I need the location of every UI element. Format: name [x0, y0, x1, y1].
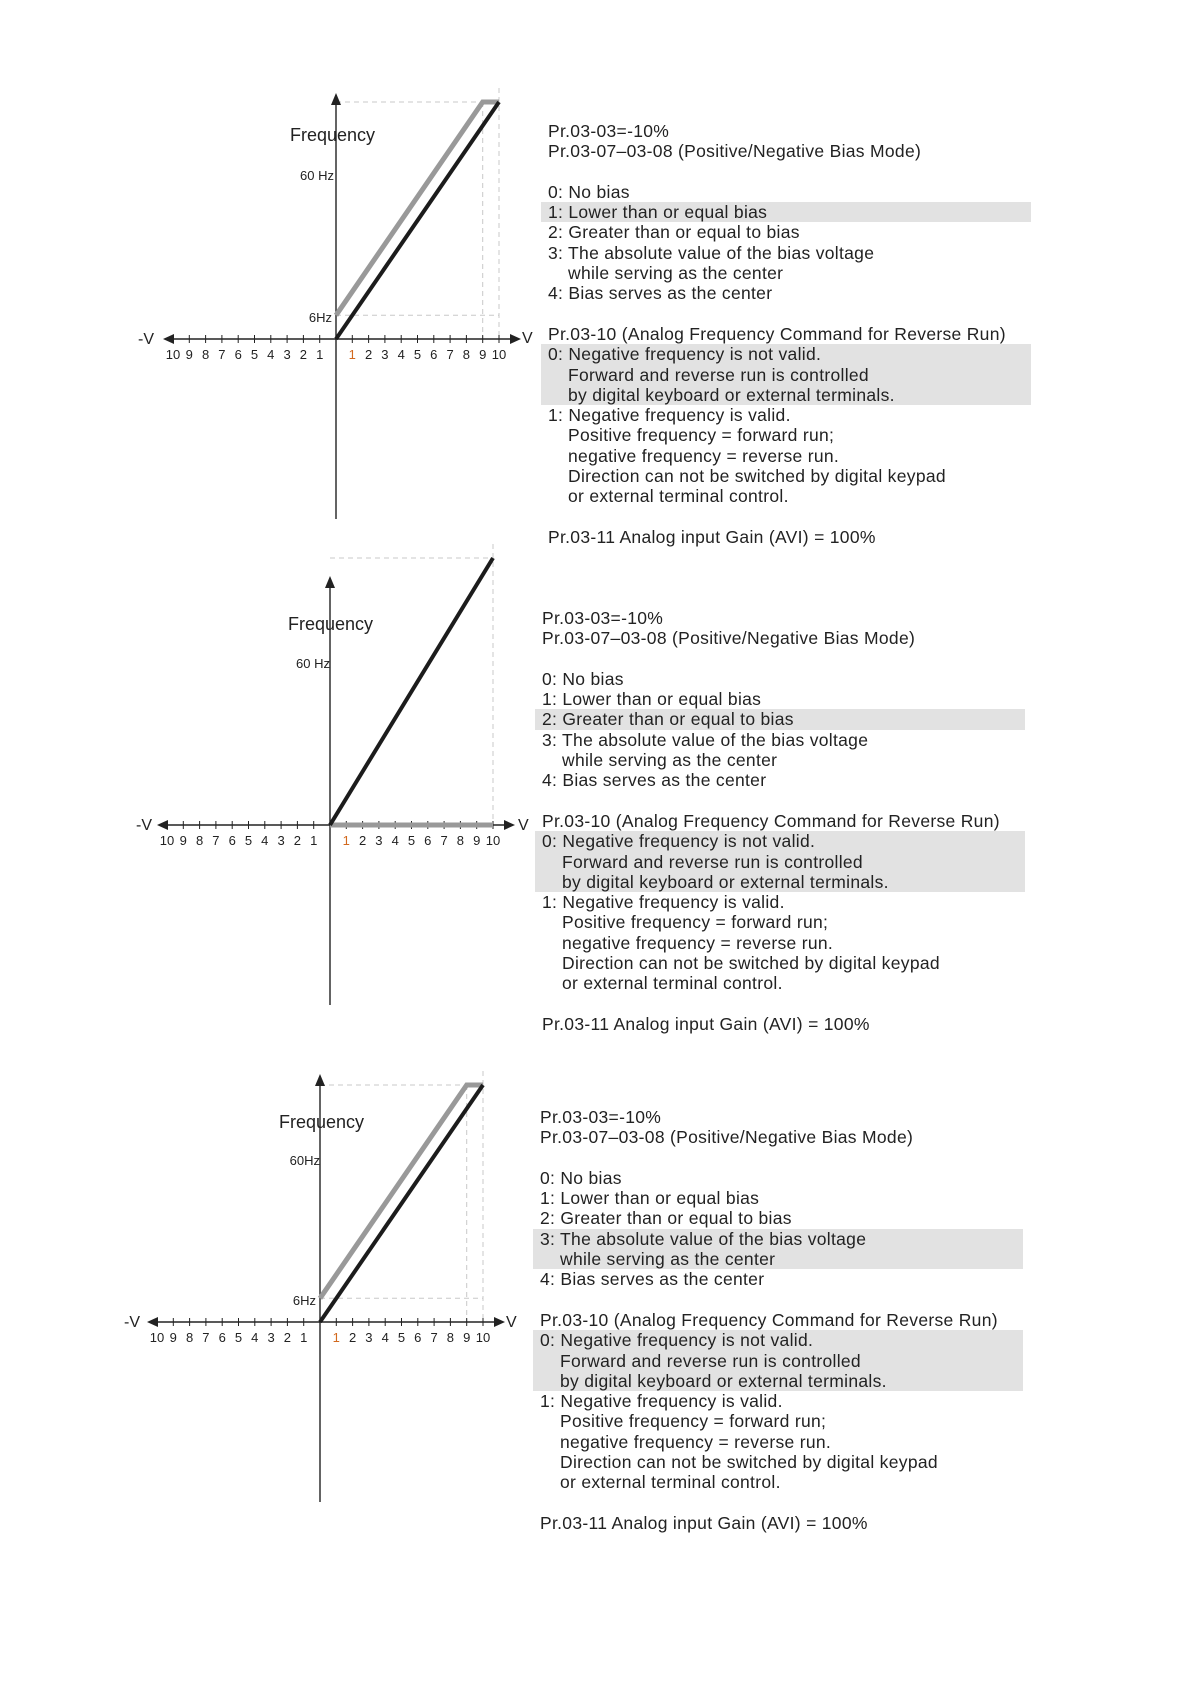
x-tick-label: 8: [462, 347, 471, 362]
option-3-cont: while serving as the center: [560, 1249, 776, 1270]
frequency-chart-3: [0, 0, 560, 1560]
x-tick-label-highlight: 1: [348, 347, 356, 362]
x-tick-label: 8: [185, 1330, 194, 1345]
reverse-option-0-cont: by digital keyboard or external terminals.: [560, 1370, 887, 1391]
reverse-option-0: 0: Negative frequency is not valid.: [540, 1330, 814, 1351]
x-tick-label: 4: [267, 347, 275, 362]
reverse-option-0-selected: [533, 1330, 1023, 1391]
x-tick-label: 9: [179, 833, 187, 848]
reverse-option-1-cont: negative frequency = reverse run.: [562, 932, 834, 953]
x-tick-label: 2: [293, 833, 302, 848]
neg-axis-label: -V: [136, 817, 152, 834]
reverse-option-1: 1: Negative frequency is valid.: [542, 892, 785, 913]
x-tick-label-highlight: 1: [342, 833, 350, 848]
x-tick-label: 10: [485, 833, 501, 848]
x-tick-label: 2: [348, 1330, 357, 1345]
x-axis-arrow-right: [494, 1317, 505, 1327]
option-4: 4: Bias serves as the center: [548, 283, 773, 304]
x-axis-arrow-left: [147, 1317, 158, 1327]
x-tick-label: 4: [261, 833, 269, 848]
x-tick-label: 7: [202, 1330, 210, 1345]
bias-setting: Pr.03-03=-10%: [548, 121, 670, 141]
option-1: 1: Lower than or equal bias: [542, 689, 762, 710]
x-tick-label: 8: [456, 833, 465, 848]
reverse-option-1: 1: Negative frequency is valid.: [548, 405, 791, 426]
reverse-option-1-cont: Direction can not be switched by digital keypad: [562, 953, 940, 974]
option-0: 0: No bias: [548, 181, 630, 202]
bias-setting: Pr.03-03=-10%: [540, 1107, 662, 1127]
x-tick-label: 6: [430, 347, 438, 362]
reverse-option-1-cont: Direction can not be switched by digital keypad: [568, 466, 946, 487]
y-max-label: 60 Hz: [300, 168, 334, 183]
pos-axis-label: V: [518, 817, 529, 834]
x-tick-label: 7: [212, 833, 220, 848]
x-tick-label: 8: [446, 1330, 455, 1345]
reverse-option-1-cont: negative frequency = reverse run.: [568, 445, 840, 466]
x-tick-label: 9: [169, 1330, 177, 1345]
option-4: 4: Bias serves as the center: [542, 770, 767, 791]
option-2: 2: Greater than or equal to bias: [540, 1208, 792, 1229]
x-tick-label: 7: [446, 347, 454, 362]
y-max-label: 60 Hz: [296, 656, 330, 671]
x-tick-label: 9: [185, 347, 193, 362]
option-2: 2: Greater than or equal to bias: [548, 222, 800, 243]
x-tick-label: 3: [375, 833, 383, 848]
x-tick-label: 3: [381, 347, 389, 362]
x-tick-label: 1: [316, 347, 324, 362]
option-2-selected: 2: Greater than or equal to bias: [535, 709, 1025, 729]
option-3: 3: The absolute value of the bias voltage: [540, 1228, 867, 1249]
x-tick-label: 10: [475, 1330, 491, 1345]
x-tick-label: 1: [310, 833, 318, 848]
reverse-option-0-cont: Forward and reverse run is controlled: [560, 1350, 861, 1371]
x-tick-label: 1: [300, 1330, 308, 1345]
x-tick-label: 9: [463, 1330, 471, 1345]
y-axis-label: Frequency: [288, 614, 374, 634]
bias-mode-title: Pr.03-07–03-08 (Positive/Negative Bias Mode): [542, 628, 916, 649]
reverse-option-0-cont: by digital keyboard or external terminals.: [562, 871, 889, 892]
x-tick-label: 6: [234, 347, 242, 362]
option-0: 0: No bias: [540, 1167, 622, 1188]
x-tick-label: 3: [365, 1330, 373, 1345]
x-tick-label: 4: [391, 833, 399, 848]
reverse-option-1-cont: or external terminal control.: [560, 1472, 781, 1493]
x-tick-label: 7: [430, 1330, 438, 1345]
x-tick-label: 5: [244, 833, 253, 848]
option-3: 3: The absolute value of the bias voltage: [548, 242, 875, 263]
x-tick-label: 5: [234, 1330, 243, 1345]
x-tick-label: 3: [267, 1330, 275, 1345]
x-tick-label: 6: [228, 833, 236, 848]
reverse-option-0-cont: Forward and reverse run is controlled: [562, 851, 863, 872]
y-axis-arrow: [315, 1074, 325, 1086]
option-3: 3: The absolute value of the bias voltage: [542, 729, 869, 750]
offset-label: 6Hz: [308, 310, 332, 325]
x-tick-label: 5: [413, 347, 422, 362]
x-tick-label: 8: [195, 833, 204, 848]
x-tick-label: 7: [218, 347, 226, 362]
x-tick-label: 6: [218, 1330, 226, 1345]
neg-axis-label: -V: [138, 331, 154, 348]
pos-axis-label: V: [506, 1314, 517, 1331]
offset-label: 6Hz: [292, 1293, 316, 1308]
option-1: 1: Lower than or equal bias: [540, 1188, 760, 1209]
x-tick-label: 6: [414, 1330, 422, 1345]
x-tick-label: 2: [283, 1330, 292, 1345]
x-tick-label: 4: [397, 347, 405, 362]
reverse-option-1-cont: negative frequency = reverse run.: [560, 1431, 832, 1452]
option-4: 4: Bias serves as the center: [540, 1269, 765, 1290]
pos-axis-label: V: [522, 330, 533, 347]
reverse-option-1-cont: Positive frequency = forward run;: [560, 1411, 827, 1432]
reverse-option-0-cont: by digital keyboard or external terminals.: [568, 384, 895, 405]
x-tick-label: 6: [424, 833, 432, 848]
neg-axis-label: -V: [124, 1314, 140, 1331]
reverse-option-1: 1: Negative frequency is valid.: [540, 1391, 783, 1412]
x-tick-label: 10: [149, 1330, 165, 1345]
x-tick-label: 8: [201, 347, 210, 362]
reverse-run-title: Pr.03-10 (Analog Frequency Command for Reverse Run): [542, 810, 1000, 831]
reverse-option-1-cont: Direction can not be switched by digital keypad: [560, 1452, 938, 1473]
gain-setting: Pr.03-11 Analog input Gain (AVI) = 100%: [542, 1013, 870, 1034]
y-axis-label: Frequency: [279, 1112, 365, 1132]
reverse-option-1-cont: or external terminal control.: [568, 486, 789, 507]
bias-mode-title: Pr.03-07–03-08 (Positive/Negative Bias Mode): [540, 1127, 914, 1148]
reverse-option-1-cont: or external terminal control.: [562, 973, 783, 994]
x-tick-label: 5: [397, 1330, 406, 1345]
option-0: 0: No bias: [542, 668, 624, 689]
x-tick-label: 3: [277, 833, 285, 848]
bias-setting: Pr.03-03=-10%: [542, 608, 664, 628]
option-3-cont: while serving as the center: [568, 263, 784, 284]
x-tick-label: 3: [283, 347, 291, 362]
reverse-option-0-cont: Forward and reverse run is controlled: [568, 364, 869, 385]
x-tick-label: 10: [491, 347, 507, 362]
x-tick-label: 5: [250, 347, 259, 362]
x-tick-label: 10: [159, 833, 175, 848]
x-tick-label: 4: [381, 1330, 389, 1345]
x-tick-label: 4: [251, 1330, 259, 1345]
reverse-option-1-cont: Positive frequency = forward run;: [568, 425, 835, 446]
x-tick-label: 2: [364, 347, 373, 362]
x-tick-label: 9: [479, 347, 487, 362]
bias-mode-title: Pr.03-07–03-08 (Positive/Negative Bias Mode): [548, 141, 922, 162]
y-max-label: 60Hz: [289, 1153, 320, 1168]
option-1-selected: 1: Lower than or equal bias: [541, 202, 1031, 222]
reverse-option-0: 0: Negative frequency is not valid.: [548, 344, 822, 365]
parameter-description-3: [533, 1107, 1023, 1533]
reverse-run-title: Pr.03-10 (Analog Frequency Command for Reverse Run): [540, 1309, 998, 1330]
x-tick-label: 10: [165, 347, 181, 362]
x-tick-label: 9: [473, 833, 481, 848]
y-axis-label: Frequency: [290, 125, 376, 145]
x-tick-label: 2: [299, 347, 308, 362]
x-tick-label-highlight: 1: [332, 1330, 340, 1345]
reverse-option-0: 0: Negative frequency is not valid.: [542, 831, 816, 852]
x-tick-label: 5: [407, 833, 416, 848]
gain-setting: Pr.03-11 Analog input Gain (AVI) = 100%: [548, 526, 876, 547]
option-3-selected: [533, 1229, 1023, 1270]
reverse-run-title: Pr.03-10 (Analog Frequency Command for Reverse Run): [548, 323, 1006, 344]
x-tick-label: 2: [358, 833, 367, 848]
option-3-cont: while serving as the center: [562, 750, 778, 771]
reverse-option-1-cont: Positive frequency = forward run;: [562, 912, 829, 933]
gain-setting: Pr.03-11 Analog input Gain (AVI) = 100%: [540, 1512, 868, 1533]
x-tick-label: 7: [440, 833, 448, 848]
